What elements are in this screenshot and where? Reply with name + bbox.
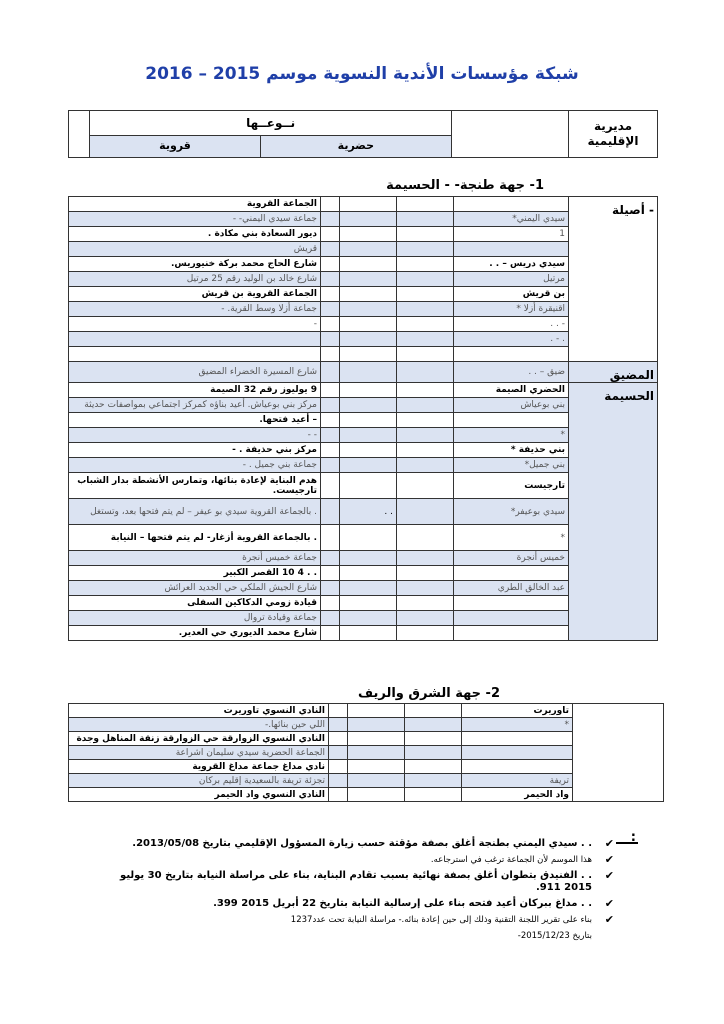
address-cell: جماعة وقيادة تروال [69,611,321,626]
address-cell: – أعيد فتحها. [69,413,321,428]
address-cell: مركز بني حذيفة . - [69,443,321,458]
center-name-cell [454,242,569,257]
center-name-cell: الحضري الصيمة [454,383,569,398]
note-text: . . سيدي اليمني بطنجة أغلق بصفة مؤقتة حسب زيارة المسؤول الإقليمي بتاريخ 2013/05/08. [132,838,592,849]
address-cell: - - [69,428,321,443]
center-name-cell [454,566,569,581]
notes-list [94,838,614,946]
center-name-cell: سيدي بوعيفر* [454,499,569,525]
address-cell: اللي حين بنائها.- [69,718,329,732]
note-text: بتاريخ 2015/12/23- [517,931,592,941]
address-cell: قيادة زومي الدكاكين السفلى [69,596,321,611]
center-name-cell: بني جميل* [454,458,569,473]
table-row [69,362,658,383]
address-cell: جماعة خميس أنجرة [69,551,321,566]
center-name-cell [454,197,569,212]
directorate-label: مديرية الإقليمية [587,119,639,148]
center-name-cell [462,732,573,746]
center-name-cell: بني حذيفة * [454,443,569,458]
address-cell: الجماعة الحضرية سيدي سليمان اشراعة [69,746,329,760]
address-cell: جماعة أزلا وسط القرية. - [69,302,321,317]
province-cell-hoceima [569,383,658,641]
type-header: نــوعــها [90,111,452,136]
center-name-cell: تاوريرت [462,704,573,718]
address-cell: النادي النسوي تاوريرت [69,704,329,718]
center-name-cell: سيدي دريس – . . [454,257,569,272]
address-cell: 9 يوليوز رقم 32 الصيمة [69,383,321,398]
center-name-cell: واد الحيمر [462,788,573,802]
checkmark-icon: ✔ [604,897,614,910]
address-cell: شارع خالد بن الوليد رقم 25 مرتيل [69,272,321,287]
center-name-cell [454,626,569,641]
notes-underline [616,842,638,844]
address-cell: - [69,317,321,332]
center-name-cell [454,347,569,362]
checkmark-icon: ✔ [604,853,614,866]
header-table [68,110,658,158]
center-name-cell [454,413,569,428]
note-text: . . الفنيدق بتطوان أغلق بصفة نهائية بسبب تقادم البناية، بناء على مراسلة النيابة بتاريخ 30 يوليو 2015 911. [120,870,592,893]
section2-title: 2- جهة الشرق والريف [358,686,500,701]
note-item [94,838,614,850]
center-name-cell: . - . [454,332,569,347]
table-row [69,197,658,212]
center-name-cell: سيدي اليمني* [454,212,569,227]
address-cell: نادي مداغ جماعة مداغ القروية [69,760,329,774]
table-row [69,704,664,718]
center-name-cell: * [454,525,569,551]
section1-title: 1- جهة طنجة- - الحسيمة [386,178,544,193]
address-cell: النادي النسوي واد الحيمر [69,788,329,802]
checkmark-icon: ✔ [604,913,614,926]
directorate-cell [569,111,658,158]
note-item [94,914,614,926]
rural-header: قروية [90,135,260,157]
province-cell-mdiq [569,362,658,383]
center-name-cell: * [462,718,573,732]
note-item [94,854,614,866]
address-cell: جماعة سيدي اليمني- - [69,212,321,227]
address-cell: مركز بني بوعياش. أعيد بناؤه كمركز اجتماعي بمواصفات حديثة [69,398,321,413]
address-cell: شارع المسيرة الخضراء المضيق [69,362,321,383]
address-cell: ديور السعادة بني مكادة . [69,227,321,242]
center-name-cell: بن قريش [454,287,569,302]
province-label: الحسيمة [604,389,654,403]
center-name-cell: عبد الخالق الطري [454,581,569,596]
center-name-cell: خميس أنجرة [454,551,569,566]
table-row: سيدي بوعيفر* . . . بالجماعة القروية سيدي بو عيفر – لم يتم فتحها بعد، وتستغل [69,499,658,525]
address-cell: شارع الحاج محمد بركة خنيوريس. [69,257,321,272]
address-cell: تجزئة تريفة بالسعيدية إقليم بركان [69,774,329,788]
province-label: - أصيلة [612,203,654,217]
center-name-cell: تريفة [462,774,573,788]
address-cell: . بالجماعة القروية أزغار- لم يتم فتحها – النيابة [69,525,321,551]
address-cell: النادي النسوي الزوارقة حي الزوارقة زنقة المناهل وجدة [69,732,329,746]
notes-heading: : [630,830,636,845]
center-name-cell: تارجيست [454,473,569,499]
address-cell [69,347,321,362]
address-cell: جماعة بني جميل . - [69,458,321,473]
section2-table [68,703,664,802]
address-cell [69,332,321,347]
page-title: شبكة مؤسسات الأندية النسوية موسم 2015 – 2016 [145,64,579,84]
note-text: بناء على تقرير اللجنة التقنية وذلك إلى حين إعادة بنائه.- مراسلة النيابة تحت عدد1237 [290,915,592,925]
note-item [94,898,614,910]
address-cell: الجماعة القروية بن قريش [69,287,321,302]
address-cell: قريش [69,242,321,257]
checkmark-icon: ✔ [604,869,614,882]
note-text: هذا الموسم لأن الجماعة ترغب في استرجاعه. [430,855,592,865]
center-name-cell: مرتيل [454,272,569,287]
note-item [94,870,614,894]
address-cell: هدم البناية لإعادة بنائها، وتمارس الأنشطة بدار الشباب تارجيست. [69,473,321,499]
checkmark-icon: ✔ [604,837,614,850]
section1-table [68,196,658,641]
address-cell: شارع الجيش الملكي حي الجديد العرائش [69,581,321,596]
center-name-cell: * [454,428,569,443]
address-cell: . بالجماعة القروية سيدي بو عيفر – لم يتم فتحها بعد، وتستغل [69,499,321,525]
center-name-cell: اقنيقرة أزلا * [454,302,569,317]
center-name-cell [454,611,569,626]
urban-header: حضرية [260,135,451,157]
center-name-cell [454,596,569,611]
center-name-cell: - . . [454,317,569,332]
province-cell-asila [569,197,658,362]
center-name-cell: بني بوعياش [454,398,569,413]
address-cell: الجماعة القروية [69,197,321,212]
center-name-cell [462,746,573,760]
province-label: المضيق [609,368,654,382]
address-cell: شارع محمد الديوري حي العدير. [69,626,321,641]
center-name-cell: 1 [454,227,569,242]
center-name-cell [462,760,573,774]
table-row [69,383,658,398]
note-text: . . مداغ ببركان أعيد فتحه بناء على إرسالية النيابة بتاريخ 22 أبريل 2015 399. [213,898,592,909]
address-cell: . . 4 10 القصر الكبير [69,566,321,581]
note-item [94,930,614,942]
center-name-cell: ضيق – . . [454,362,569,383]
